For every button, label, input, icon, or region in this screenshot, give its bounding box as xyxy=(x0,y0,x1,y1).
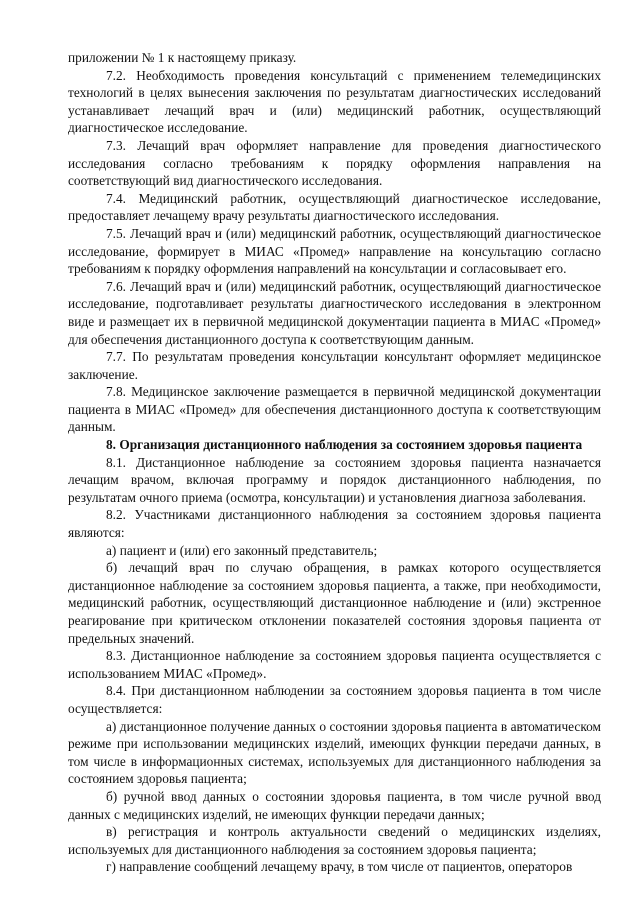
document-paragraph: 8.2. Участниками дистанционного наблюдения за состоянием здоровья пациента являются: xyxy=(68,507,601,541)
document-paragraph: приложении № 1 к настоящему приказу. xyxy=(68,50,297,65)
document-paragraph: 7.8. Медицинское заключение размещается в первичной медицинской документации пациента в МИАС «Промед» для обеспечения дистанционного доступа к соответствующим данным. xyxy=(68,384,601,435)
document-page xyxy=(68,49,601,876)
document-paragraph: 7.6. Лечащий врач и (или) медицинский работник, осуществляющий диагностическое исследование, подготавливает результаты диагностического исследования в электронном виде и размещает их в первичной медицинской документации пациента в МИАС «Промед» для обеспечения дистанционного доступа к соответствующим данным. xyxy=(68,278,601,347)
document-paragraph: 8.1. Дистанционное наблюдение за состоянием здоровья пациента назначается лечащим врачом, включая программу и порядок дистанционного наблюдения, по результатам очного приема (осмотра, консультации) и установления диагноза заболевания. xyxy=(68,454,601,505)
document-paragraph: а) пациент и (или) его законный представитель; xyxy=(106,542,378,558)
section-heading: 8. Организация дистанционного наблюдения за состоянием здоровья пациента xyxy=(106,437,583,453)
document-paragraph: г) направление сообщений лечащему врачу, в том числе от пациентов, операторов xyxy=(106,859,573,875)
document-paragraph: 7.5. Лечащий врач и (или) медицинский работник, осуществляющий диагностическое исследование, формирует в МИАС «Промед» направление на консультацию согласно требованиям к порядку оформления направлений на консультации и согласовывает его. xyxy=(68,225,601,277)
document-paragraph: 8.4. При дистанционном наблюдении за состоянием здоровья пациента в том числе осуществляется: xyxy=(68,683,601,716)
document-paragraph: а) дистанционное получение данных о состоянии здоровья пациента в автоматическом режиме при использовании медицинских изделий, имеющих функции передачи данных, в том числе в информационных системах, используемых для дистанционного наблюдения за состоянием здоровья пациента; xyxy=(68,718,601,787)
document-paragraph: 7.2. Необходимость проведения консультаций с применением телемедицинских технологий в целях вынесения заключения по результатам диагностических исследований устанавливает лечащий врач и (или) медицинский работник, осуществляющий диагностическое исследование. xyxy=(68,67,601,136)
document-paragraph: б) лечащий врач по случаю обращения, в рамках которого осуществляется дистанционное наблюдение за состоянием здоровья пациента, а также, при необходимости, медицинский работник, осуществляющий дистанционное наблюдение и (или) экстренное реагирование при критическом отклонении показателей состояния здоровья пациента от предельных значений. xyxy=(68,560,601,646)
document-paragraph: 7.3. Лечащий врач оформляет направление для проведения диагностического исследования согласно требованиям к порядку оформления направления на соответствующий вид диагностического исследования. xyxy=(68,137,601,189)
document-paragraph: б) ручной ввод данных о состоянии здоровья пациента, в том числе ручной ввод данных с медицинских изделий, не имеющих функции передачи данных; xyxy=(68,788,601,822)
document-paragraph: в) регистрация и контроль актуальности сведений о медицинских изделиях, используемых для дистанционного наблюдения за состоянием здоровья пациента; xyxy=(68,824,601,857)
document-paragraph: 7.4. Медицинский работник, осуществляющий диагностическое исследование, предоставляет лечащему врачу результаты диагностического исследования. xyxy=(68,190,601,224)
document-paragraph: 8.3. Дистанционное наблюдение за состоянием здоровья пациента осуществляется с использованием МИАС «Промед». xyxy=(68,648,601,681)
document-paragraph: 7.7. По результатам проведения консультации консультант оформляет медицинское заключение. xyxy=(68,349,601,382)
